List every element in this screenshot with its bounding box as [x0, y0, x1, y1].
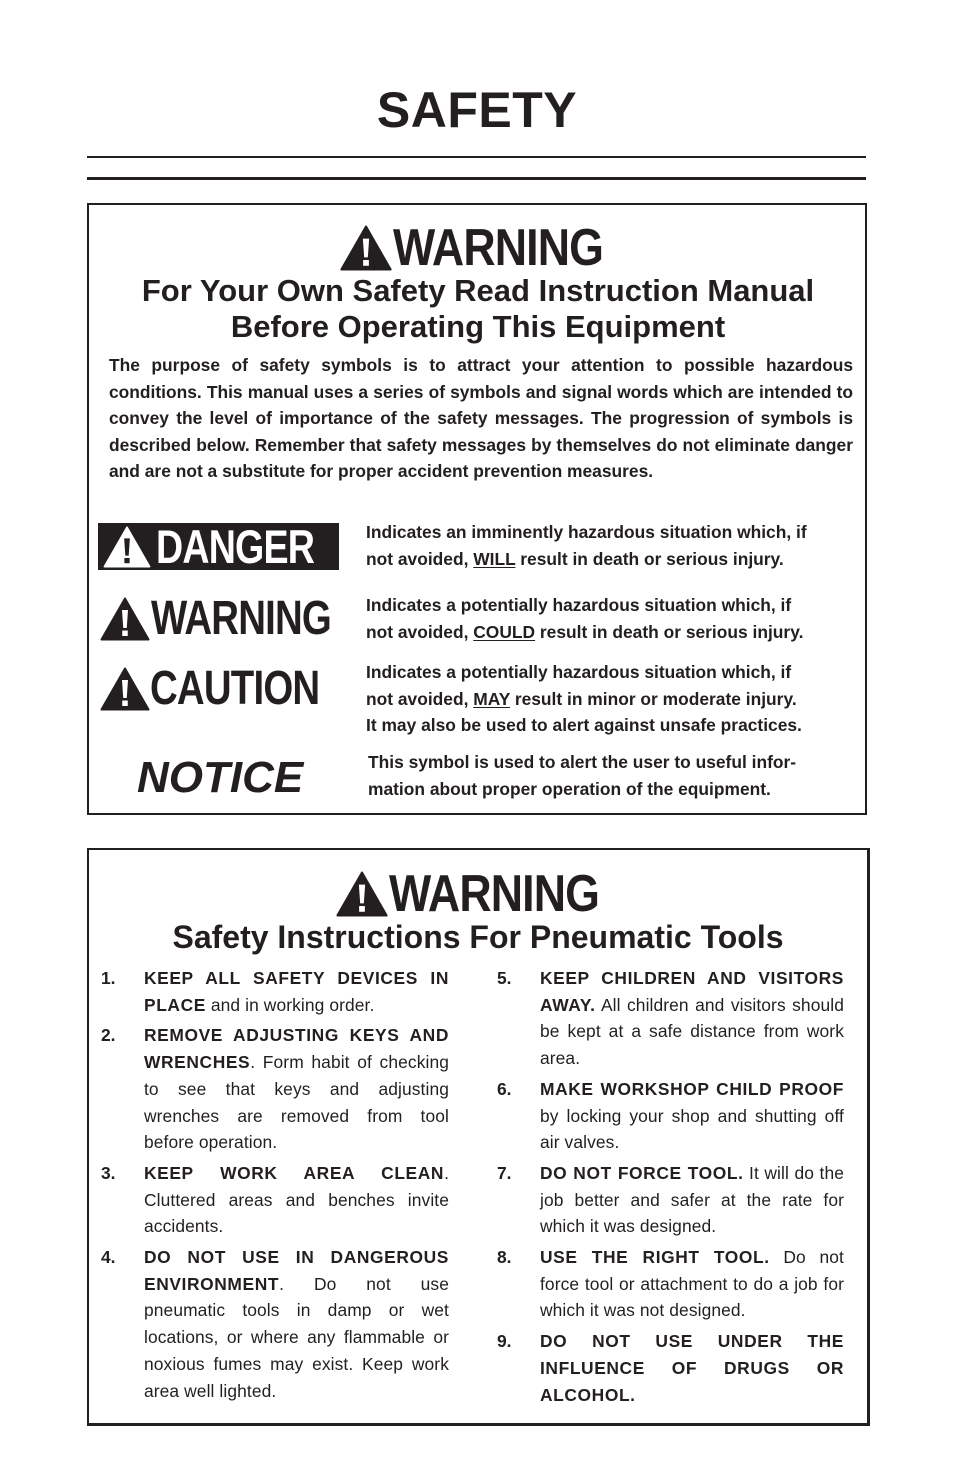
item-body: by locking your shop and shutting off air valves.	[540, 1105, 844, 1153]
caution-description	[366, 659, 802, 739]
item-lead: REMOVE ADJUSTING KEYS AND WRENCHES	[144, 1025, 449, 1073]
item-text	[540, 1076, 844, 1156]
desc-text: result in minor or moderate injury.	[509, 688, 797, 709]
item-lead: DO NOT USE IN DANGEROUS ENVIRONMENT	[144, 1247, 449, 1294]
item-body: All children and visitors should be kept at a safe distance from work area.	[540, 994, 844, 1069]
notice-label: NOTICE	[137, 753, 304, 802]
list-item	[497, 1076, 844, 1156]
desc-line: It may also be used to alert against unsafe practices.	[366, 715, 802, 735]
signal-word: WARNING	[151, 592, 331, 645]
item-number: 7.	[497, 1162, 512, 1183]
manual-subheading	[95, 273, 861, 345]
warning-triangle-icon	[99, 597, 151, 641]
list-item	[497, 1244, 844, 1324]
list-item	[497, 965, 844, 1072]
item-text	[144, 1160, 449, 1240]
signal-word: CAUTION	[150, 662, 320, 715]
item-text	[540, 1244, 844, 1324]
item-number: 1.	[101, 968, 116, 988]
item-body: . Form habit of checking to see that keys and adjusting wrenches are removed from tool before operation.	[144, 1052, 449, 1153]
item-body: and in working order.	[205, 994, 375, 1015]
list-item	[497, 1328, 844, 1408]
item-lead: USE THE RIGHT TOOL.	[540, 1247, 770, 1268]
desc-line: Indicates an imminently hazardous situation which, if	[366, 522, 807, 542]
item-number: 9.	[497, 1331, 512, 1352]
manual-warning-heading	[339, 219, 637, 277]
list-item	[101, 1244, 449, 1404]
item-lead: DO NOT FORCE TOOL.	[540, 1162, 744, 1183]
desc-keyword: WILL	[473, 548, 516, 569]
item-number: 5.	[497, 968, 512, 988]
subheading-line-1: For Your Own Safety Read Instruction Manual	[141, 273, 815, 308]
item-number: 6.	[497, 1078, 512, 1099]
item-lead: KEEP WORK AREA CLEAN	[144, 1162, 445, 1183]
desc-text: not avoided,	[366, 548, 474, 569]
title-rule-bottom	[87, 177, 866, 180]
warning-label	[99, 592, 376, 645]
pneumatic-subheading: Safety Instructions For Pneumatic Tools	[172, 919, 784, 955]
desc-line	[366, 686, 802, 713]
item-text	[144, 1244, 449, 1404]
item-number: 8.	[497, 1247, 512, 1268]
desc-line: mation about proper operation of the equipment.	[368, 778, 771, 799]
instructions-column-right	[497, 965, 844, 1412]
instructions-column-left	[101, 965, 449, 1408]
desc-line: Indicates a potentially hazardous situation which, if	[366, 662, 792, 682]
danger-label	[98, 520, 339, 573]
warning-triangle-icon	[335, 871, 389, 917]
item-lead: MAKE WORKSHOP CHILD PROOF	[540, 1078, 844, 1099]
item-lead: KEEP ALL SAFETY DEVICES IN PLACE	[144, 968, 449, 1015]
item-body: Do not force tool or attachment to do a job for which it was not designed.	[540, 1247, 844, 1321]
item-body: It will do the job better and safer at the rate for which it was designed.	[540, 1162, 844, 1237]
page-title: SAFETY	[376, 82, 578, 138]
warning-triangle-icon	[100, 667, 150, 711]
notice-description	[368, 749, 796, 802]
desc-keyword: MAY	[473, 688, 510, 709]
item-text	[144, 1022, 449, 1156]
pneumatic-warning-heading	[335, 865, 633, 923]
heading-word: WARNING	[393, 219, 604, 277]
list-item	[101, 1160, 449, 1240]
desc-keyword: COULD	[473, 621, 536, 642]
desc-text: not avoided,	[366, 621, 474, 642]
desc-line: Indicates a potentially hazardous situation which, if	[366, 595, 792, 615]
list-item	[497, 1160, 844, 1240]
desc-line	[366, 546, 807, 573]
item-number: 4.	[101, 1247, 116, 1268]
danger-description	[366, 519, 807, 572]
desc-text: result in death or serious injury.	[515, 548, 784, 569]
list-item	[101, 1022, 449, 1156]
caution-label	[100, 662, 362, 715]
desc-text: not avoided,	[366, 688, 474, 709]
item-body: . Cluttered areas and benches invite accidents.	[144, 1162, 449, 1237]
list-item	[101, 965, 449, 1018]
subheading-line-2: Before Operating This Equipment	[230, 309, 726, 344]
title-rule-top	[87, 156, 866, 158]
item-text	[540, 1160, 844, 1240]
item-lead: KEEP CHILDREN AND VISITORS AWAY.	[540, 968, 844, 1015]
item-lead: DO NOT USE UNDER THE INFLUENCE OF DRUGS OR ALCOHOL.	[540, 1331, 844, 1405]
item-text	[144, 965, 449, 1018]
signal-word: DANGER	[156, 520, 315, 573]
warning-triangle-icon	[339, 225, 393, 271]
item-body: . Do not use pneumatic tools in damp or wet locations, or where any flammable or noxious fumes may exist. Keep work area well lighted.	[144, 1273, 449, 1401]
desc-text: result in death or serious injury.	[535, 621, 804, 642]
intro-paragraph: The purpose of safety symbols is to attract your attention to possible hazardous conditions. This manual uses a series of symbols and signal words which are intended to convey the level of importance of the safety messages. The progression of symbols is described below. Remember that safety messages by themselves do not eliminate danger and are not a substitute for proper accident prevention measures.	[109, 355, 853, 481]
item-number: 2.	[101, 1025, 116, 1046]
warning-triangle-icon	[100, 526, 154, 568]
warning-description	[366, 592, 803, 645]
item-number: 3.	[101, 1162, 116, 1183]
desc-line	[366, 619, 803, 646]
desc-line: This symbol is used to alert the user to useful infor-	[368, 752, 797, 772]
heading-word: WARNING	[389, 865, 600, 923]
item-text	[540, 965, 844, 1072]
item-text	[540, 1328, 844, 1408]
